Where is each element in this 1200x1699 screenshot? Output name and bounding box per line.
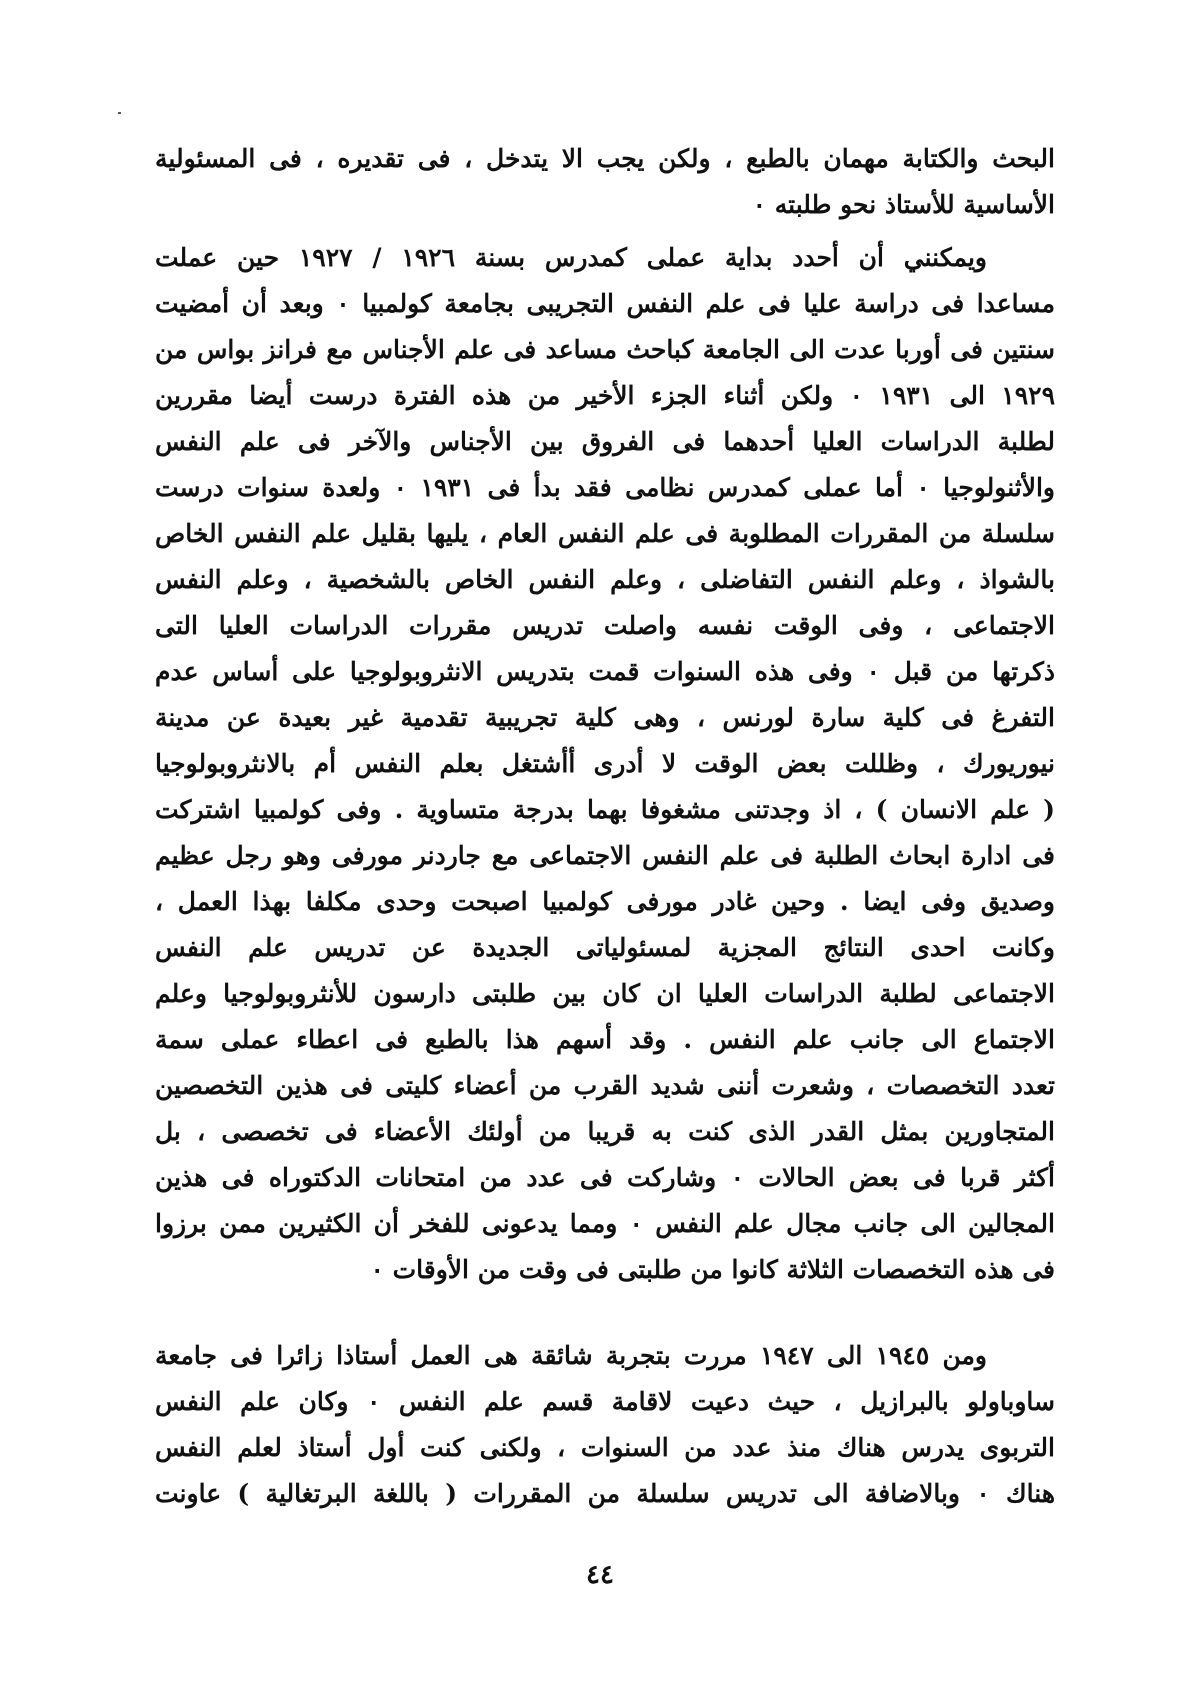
text-line: التربوى يدرس هناك منذ عدد من السنوات ، ولكنى كنت أول أستاذ لعلم النفس xyxy=(155,1433,1055,1462)
paragraph-2 xyxy=(155,235,1055,1293)
text-line: تعدد التخصصات ، وشعرت أننى شديد القرب من أعضاء كليتى فى هذين التخصصين xyxy=(155,1071,1055,1100)
text-line: المتجاورين بمثل القدر الذى كنت به قريبا من أولئك الأعضاء فى تخصصى ، بل xyxy=(155,1117,1055,1146)
text-line: بالشواذ ، وعلم النفس التفاضلى ، وعلم النفس الخاص بالشخصية ، وعلم النفس xyxy=(155,565,1055,594)
page-number: ٤٤ xyxy=(586,1560,614,1590)
text-line: أكثر قربا فى بعض الحالات ٠ وشاركت فى عدد من امتحانات الدكتوراه فى هذين xyxy=(155,1163,1055,1192)
text-line: سلسلة من المقررات المطلوبة فى علم النفس العام ، يليها بقليل علم النفس الخاص xyxy=(155,519,1055,548)
text-line: ( علم الانسان ) ، اذ وجدتنى مشغوفا بهما بدرجة متساوية . وفى كولمبيا اشتركت xyxy=(155,795,1055,824)
text-line: ساوباولو بالبرازيل ، حيث دعيت لاقامة قسم علم النفس ٠ وكان علم النفس xyxy=(155,1387,1055,1416)
text-line: مساعدا فى دراسة عليا فى علم النفس التجريبى بجامعة كولمبيا ٠ وبعد أن أمضيت xyxy=(155,289,1055,318)
text-line: سنتين فى أوربا عدت الى الجامعة كباحث مساعد فى علم الأجناس مع فرانز بواس من xyxy=(155,335,1055,364)
paragraph-1 xyxy=(155,136,1055,228)
text-line: البحث والكتابة مهمان بالطبع ، ولكن يجب الا يتدخل ، فى تقديره ، فى المسئولية xyxy=(155,144,1055,173)
text-line: والأثنولوجيا ٠ أما عملى كمدرس نظامى فقد بدأ فى ١٩٣١ ٠ ولعدة سنوات درست xyxy=(155,473,1055,502)
text-line: ويمكنني أن أحدد بداية عملى كمدرس بسنة ١٩٢٦ / ١٩٢٧ حين عملت xyxy=(155,243,987,272)
text-line: لطلبة الدراسات العليا أحدهما فى الفروق بين الأجناس والآخر فى علم النفس xyxy=(155,427,1055,456)
text-line: وصديق وفى ايضا . وحين غادر مورفى كولمبيا اصبحت وحدى مكلفا بهذا العمل ، xyxy=(155,887,1055,916)
text-line: فى ادارة ابحاث الطلبة فى علم النفس الاجتماعى مع جاردنر مورفى وهو رجل عظيم xyxy=(155,841,1055,870)
text-line: ومن ١٩٤٥ الى ١٩٤٧ مررت بتجربة شائقة هى العمل أستاذا زائرا فى جامعة xyxy=(155,1341,988,1370)
text-line: ذكرتها من قبل ٠ وفى هذه السنوات قمت بتدريس الانثروبولوجيا على أساس عدم xyxy=(155,657,1055,686)
text-line: الأساسية للأستاذ نحو طلبته ٠ xyxy=(752,190,1055,219)
text-line: ١٩٢٩ الى ١٩٣١ ٠ ولكن أثناء الجزء الأخير من هذه الفترة درست أيضا مقررين xyxy=(155,381,1055,410)
text-line: الاجتماعى لطلبة الدراسات العليا ان كان بين طلبتى دارسون للأنثروبولوجيا وعلم xyxy=(155,979,1055,1008)
text-line: نيوريورك ، وظللت بعض الوقت لا أدرى أأشتغل بعلم النفس أم بالانثروبولوجيا xyxy=(155,749,1055,778)
text-line: وكانت احدى النتائج المجزية لمسئولياتى الجديدة عن تدريس علم النفس xyxy=(155,933,1055,962)
text-line: الاجتماع الى جانب علم النفس . وقد أسهم هذا بالطبع فى اعطاء عملى سمة xyxy=(155,1025,1055,1054)
text-line: هناك ٠ وبالاضافة الى تدريس سلسلة من المقررات ( باللغة البرتغالية ) عاونت xyxy=(155,1479,1055,1508)
text-line: المجالين الى جانب مجال علم النفس ٠ ومما يدعونى للفخر أن الكثيرين ممن برزوا xyxy=(155,1209,1055,1238)
text-line: التفرغ فى كلية سارة لورنس ، وهى كلية تجريبية تقدمية غير بعيدة عن مدينة xyxy=(155,703,1055,732)
paragraph-3 xyxy=(155,1333,1055,1517)
scan-speck xyxy=(118,112,121,114)
text-line: الاجتماعى ، وفى الوقت نفسه واصلت تدريس مقررات الدراسات العليا التى xyxy=(155,611,1055,640)
text-line: فى هذه التخصصات الثلاثة كانوا من طلبتى فى وقت من الأوقات ٠ xyxy=(370,1255,1055,1284)
